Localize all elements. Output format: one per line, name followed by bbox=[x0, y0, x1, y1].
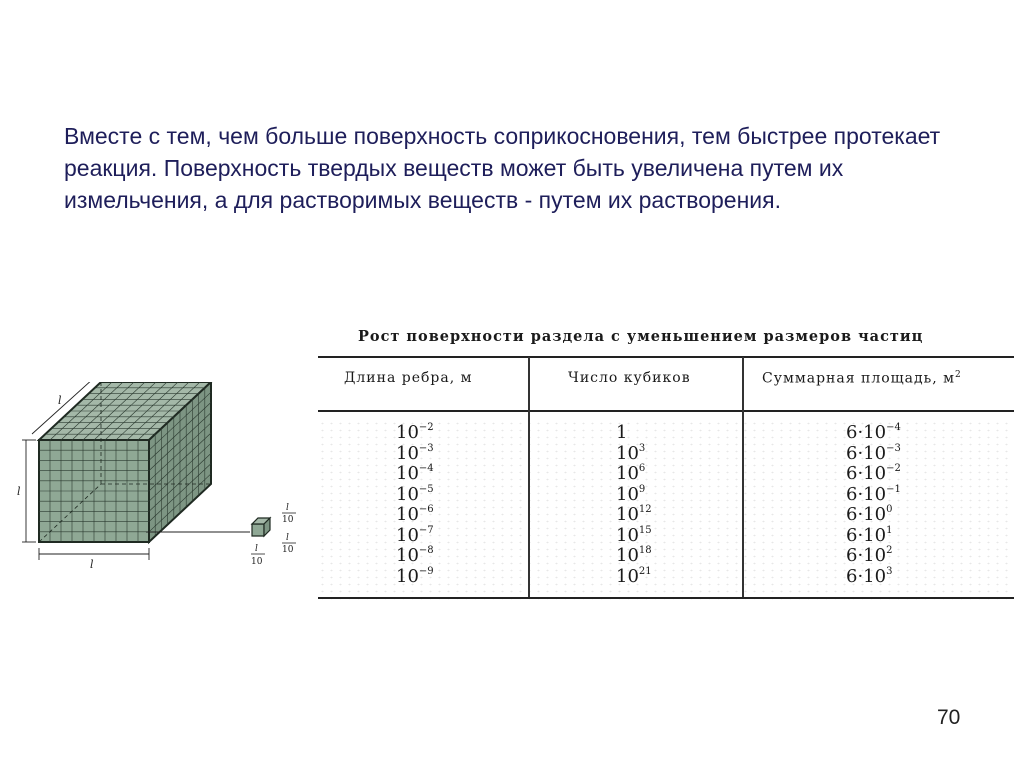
cell-base: 10 bbox=[396, 524, 419, 546]
table-header-rule bbox=[318, 410, 1014, 412]
cell-base: 10 bbox=[616, 483, 639, 505]
cell-exponent: −8 bbox=[418, 545, 434, 556]
header-cube-count: Число кубиков bbox=[568, 370, 691, 386]
cell-base: 6·10 bbox=[846, 524, 887, 546]
header-total-area bbox=[762, 370, 962, 387]
fraction-denominator: 10 bbox=[251, 557, 263, 567]
fraction-numerator: l bbox=[286, 533, 289, 543]
cell-base: 10 bbox=[616, 545, 639, 566]
cell-exponent: 2 bbox=[886, 545, 893, 556]
cell-exponent: −7 bbox=[418, 524, 434, 536]
cell-exponent: 3 bbox=[886, 565, 893, 577]
cell-exponent: 0 bbox=[886, 504, 893, 515]
cell-exponent: 6 bbox=[638, 463, 646, 474]
header-area-power: 2 bbox=[955, 370, 962, 380]
cell-base: 10 bbox=[396, 483, 419, 505]
cell-base: 10 bbox=[396, 442, 419, 464]
cell-base: 10 bbox=[396, 545, 419, 566]
cell-base: 10 bbox=[396, 565, 419, 587]
cell-base: 10 bbox=[616, 565, 639, 587]
table-bottom-rule bbox=[318, 597, 1014, 599]
cell-base: 10 bbox=[616, 524, 639, 546]
cube-diagram bbox=[14, 382, 304, 577]
cell-base: 10 bbox=[616, 442, 639, 464]
edge-label-left: l bbox=[17, 485, 21, 498]
page-number: 70 bbox=[937, 706, 961, 729]
column-divider bbox=[742, 357, 744, 597]
cell-exponent: −2 bbox=[418, 422, 434, 433]
fraction-denominator: 10 bbox=[282, 545, 294, 555]
cell-exponent: 3 bbox=[638, 442, 646, 454]
large-cube bbox=[39, 382, 211, 542]
column-divider bbox=[528, 357, 530, 597]
cell-exponent: 21 bbox=[638, 565, 652, 577]
table-top-rule bbox=[318, 356, 1014, 358]
cell-exponent: −6 bbox=[418, 504, 434, 515]
cell-base: 10 bbox=[396, 504, 419, 525]
cell-exponent: −4 bbox=[886, 422, 901, 433]
cell-base: 10 bbox=[616, 504, 639, 525]
cell-exponent: 18 bbox=[638, 545, 652, 556]
header-edge-length: Длина ребра, м bbox=[344, 370, 473, 386]
table-cell-edge bbox=[396, 562, 434, 587]
cell-base: 1 bbox=[616, 422, 628, 443]
cell-exponent: −3 bbox=[418, 442, 434, 454]
cell-exponent: −4 bbox=[418, 463, 434, 474]
cell-base: 6·10 bbox=[846, 422, 887, 443]
cell-base: 6·10 bbox=[846, 565, 887, 587]
fraction-numerator: l bbox=[255, 544, 258, 554]
table-cell-count bbox=[616, 562, 652, 587]
cell-base: 10 bbox=[616, 463, 639, 484]
cell-exponent: −1 bbox=[886, 483, 901, 495]
cell-exponent: 12 bbox=[638, 504, 652, 515]
cell-exponent: −5 bbox=[418, 483, 434, 495]
header-total-area-text: Суммарная площадь, м bbox=[762, 370, 956, 387]
surface-growth-table bbox=[318, 318, 1014, 608]
table-cell-area bbox=[846, 562, 892, 587]
cell-base: 10 bbox=[396, 422, 419, 443]
cell-exponent: −2 bbox=[886, 463, 901, 474]
fraction-denominator: 10 bbox=[282, 515, 294, 525]
cell-base: 6·10 bbox=[846, 463, 887, 484]
small-cube bbox=[252, 518, 270, 536]
cell-exponent: 15 bbox=[638, 524, 652, 536]
main-paragraph: Вместе с тем, чем больше поверхность соприкосновения, тем быстрее протекает реакция. Поверхность твердых веществ может быть увеличена путем их измельчения, а для растворимых веществ - путем их растворения. bbox=[64, 123, 941, 213]
cell-exponent: 1 bbox=[886, 524, 893, 536]
fraction-numerator: l bbox=[286, 503, 289, 513]
cell-base: 6·10 bbox=[846, 545, 887, 566]
cell-base: 10 bbox=[396, 463, 419, 484]
cell-exponent: 9 bbox=[638, 483, 646, 495]
edge-label-top: l bbox=[58, 394, 62, 407]
cell-base: 6·10 bbox=[846, 483, 887, 505]
cell-base: 6·10 bbox=[846, 442, 887, 464]
cell-exponent: −3 bbox=[886, 442, 901, 454]
cell-base: 6·10 bbox=[846, 504, 887, 525]
edge-label-bottom: l bbox=[90, 558, 94, 571]
table-title: Рост поверхности раздела с уменьшением размеров частиц bbox=[358, 328, 924, 345]
cell-exponent: −9 bbox=[418, 565, 434, 577]
